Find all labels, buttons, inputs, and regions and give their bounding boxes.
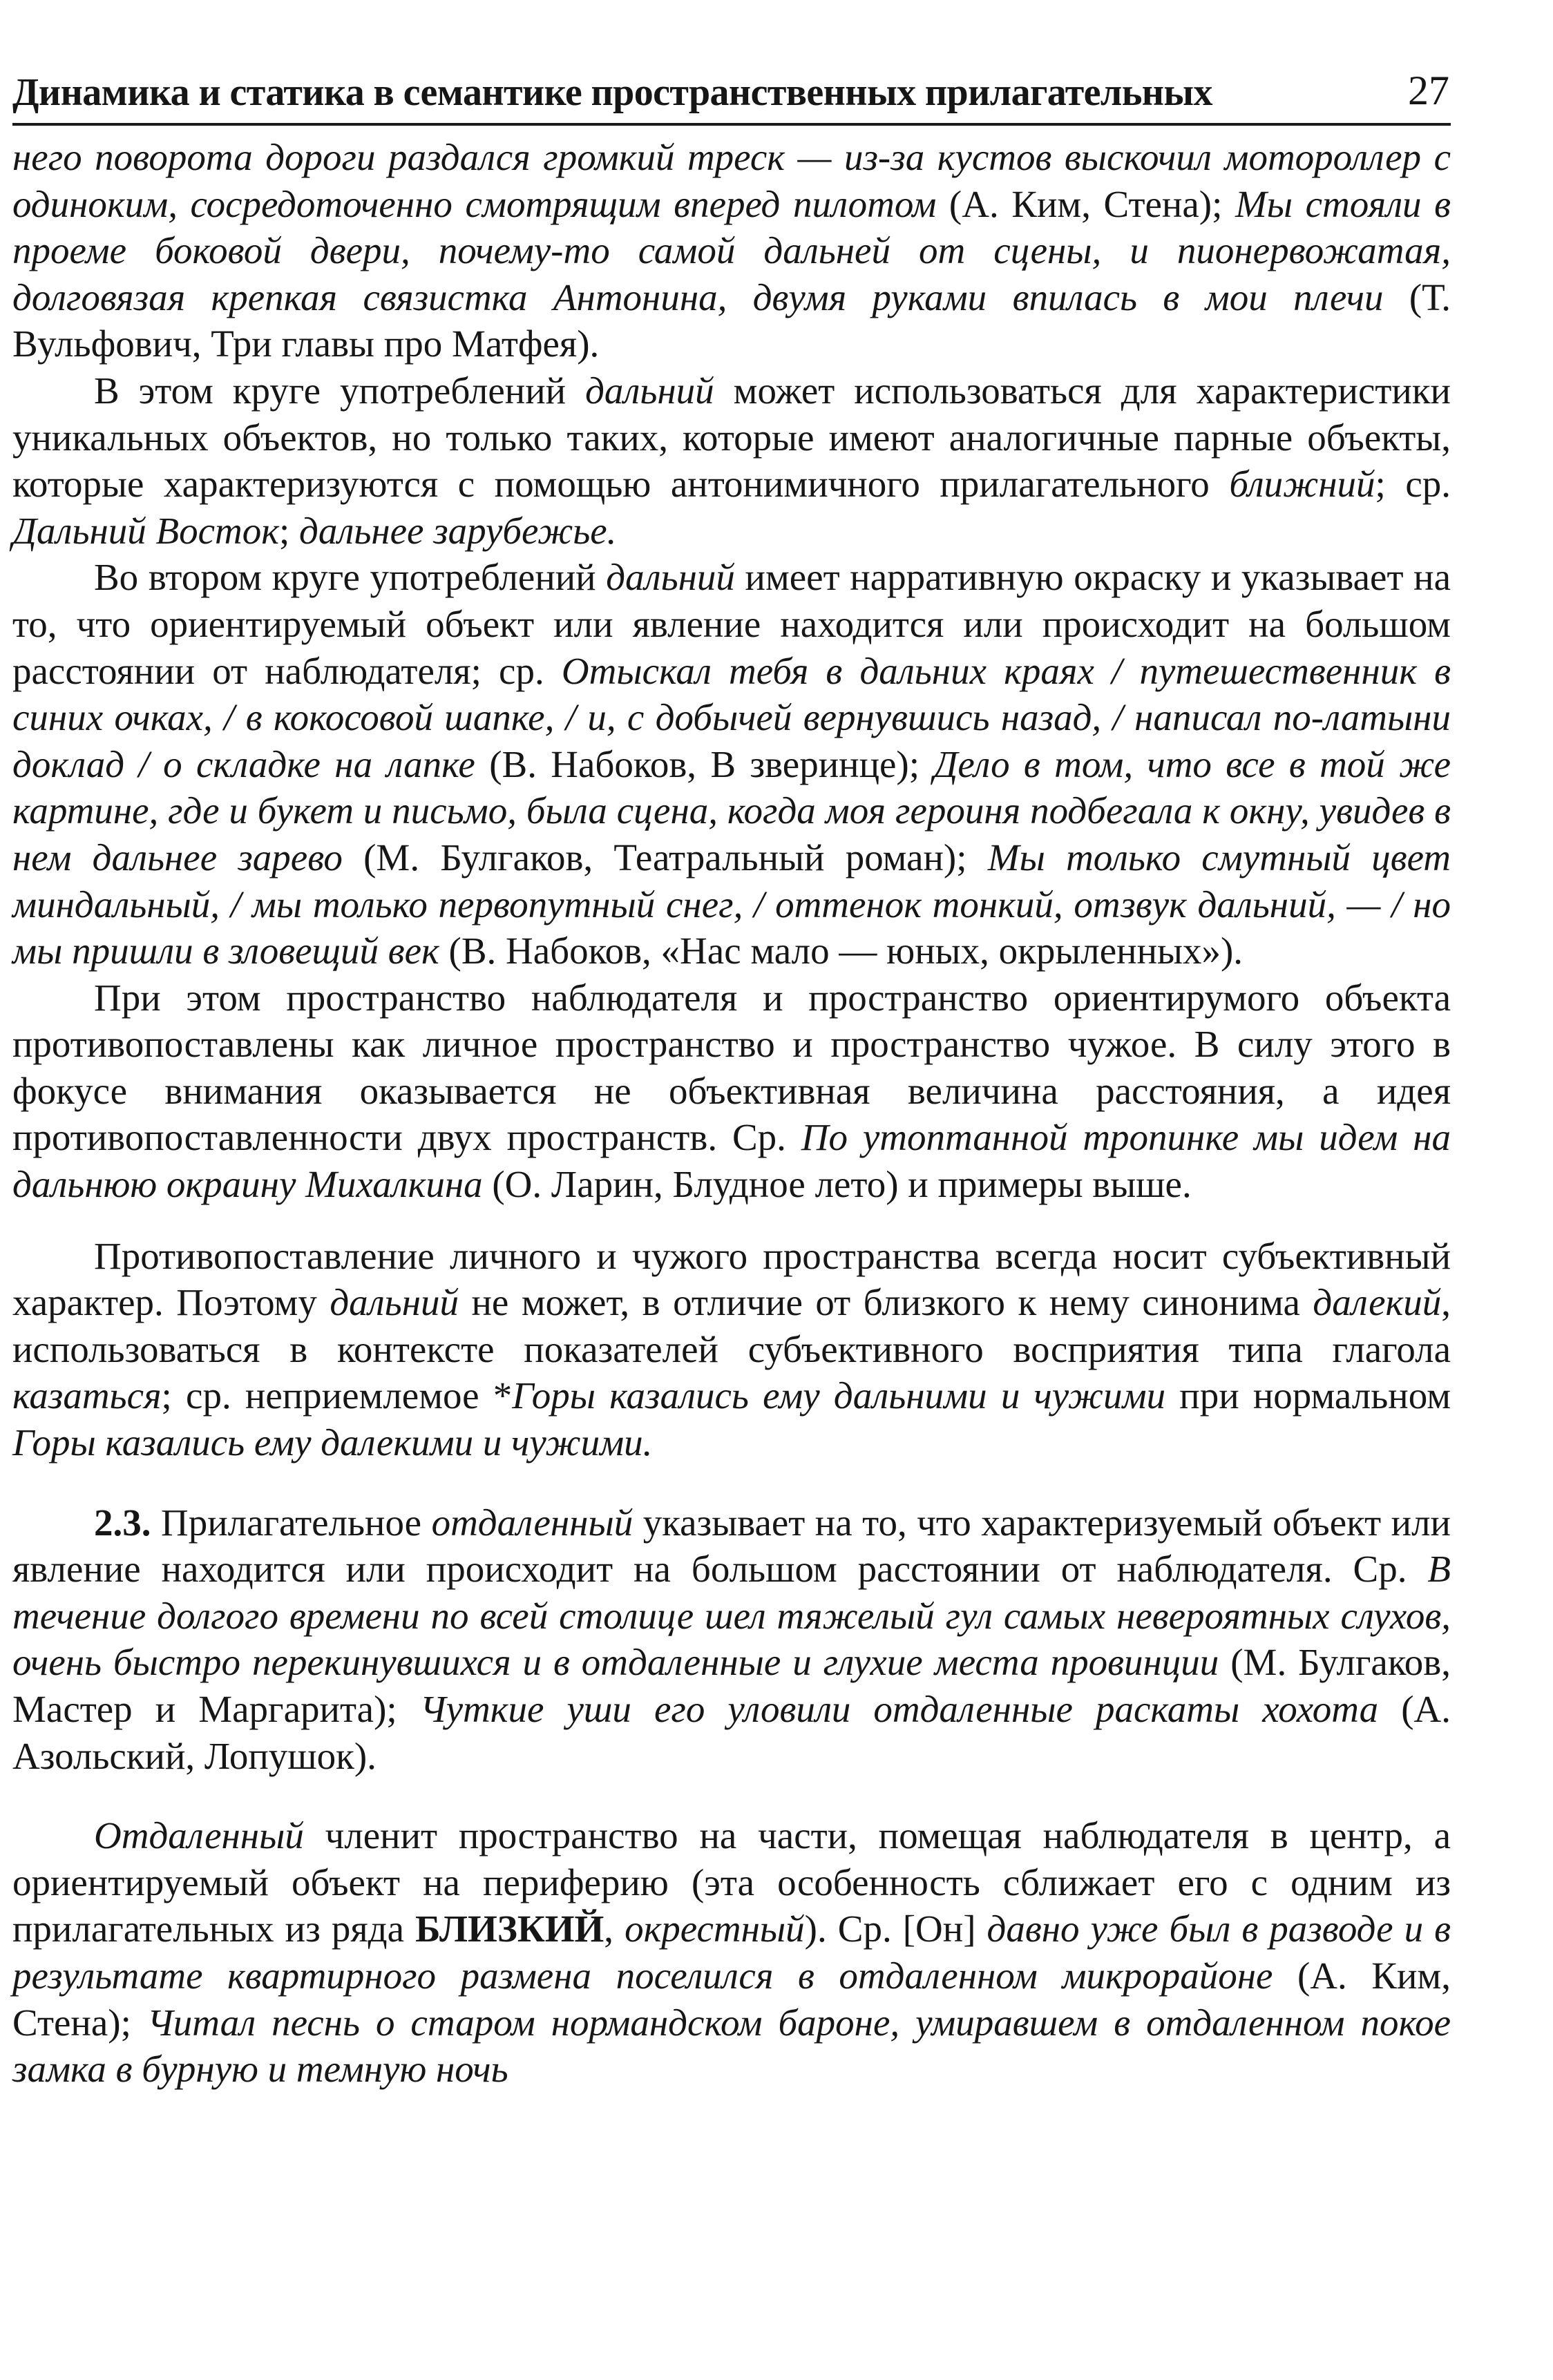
paragraph-otdalenny <box>12 1812 1451 2093</box>
body-text-run: не может, в отличие от близкого к нему синонима <box>458 1281 1313 1324</box>
bold-text: 2.3. <box>94 1501 151 1544</box>
body-text-run: В этом круге употреблений <box>94 369 586 412</box>
body-text-run: (В. Набоков, «Нас мало — юных, окрыленных»). <box>439 930 1244 972</box>
example-text: Дальний Восток <box>12 509 279 552</box>
example-text: Чуткие уши его уловили отдаленные раскаты хохота <box>419 1688 1379 1730</box>
body-text-run: может использоваться для характеристики уникальных объектов, но только таких, которые имеют аналогичные парные объекты, которые характеризуются с помощью антонимичного прилагательного <box>12 369 1451 506</box>
body-text-run: ; <box>279 509 300 552</box>
body-text-run: (Т. Вульфович, Три главы про Матфея). <box>12 276 1451 365</box>
body-text-run: , <box>604 1908 625 1950</box>
example-text: казаться <box>12 1374 162 1417</box>
example-text: него поворота дороги раздался громкий треск — из-за кустов выскочил мотороллер с одиноким, сосредоточенно смотрящим вперед пилотом <box>12 136 1451 225</box>
body-text-run: (М. Булгаков, Театральный роман); <box>342 836 988 879</box>
body-text-run: указывает на то, что характеризуемый объект или явление находится или происходит на большом расстоянии от наблюдателя. Ср. <box>12 1501 1451 1591</box>
example-text: дальнее зарубежье. <box>299 509 617 552</box>
body-text-run: (В. Набоков, В зверинце); <box>475 742 934 785</box>
example-text: Дело в том, что все в той же картине, где и букет и письмо, была сцена, когда моя героиня подбегала к окну, увидев в нем дальнее зарево <box>12 742 1451 879</box>
body-text-run: (А. Ким, Стена); <box>936 182 1235 225</box>
paragraph-subjective-character <box>12 1233 1451 1466</box>
example-text: дальний <box>330 1281 459 1324</box>
body-text-run: (А. Азольский, Лопушок). <box>12 1688 1451 1777</box>
example-text: ближний <box>1229 463 1375 506</box>
body-text-run: ; ср. неприемлемое * <box>161 1374 513 1417</box>
body-text-run: Противопоставление личного и чужого пространства всегда носит субъективный характер. Поэтому <box>12 1234 1451 1324</box>
example-text: Мы только смутный цвет миндальный, / мы только первопутный снег, / оттенок тонкий, отзвук дальний, — / но мы пришли в зловещий век <box>12 836 1451 972</box>
example-text: дальний <box>606 556 735 599</box>
paragraph-unique-objects <box>12 367 1451 554</box>
running-header <box>12 61 1451 126</box>
example-text: Горы казались ему дальними и чужими <box>512 1374 1166 1417</box>
body-text-run: при нормальном <box>1165 1374 1451 1417</box>
paragraph-continuation <box>12 134 1451 367</box>
paragraph-narrative-use <box>12 554 1451 974</box>
example-text: отдаленный <box>431 1501 633 1544</box>
body-text-run: имеет нарративную окраску и указывает на то, что ориентируемый объект или явление находится или происходит на большом расстоянии от наблюдателя; ср. <box>12 556 1451 692</box>
example-text: окрестный <box>625 1908 805 1950</box>
body-text-run: членит пространство на части, помещая наблюдателя в центр, а ориентируемый объект на периферию (эта особенность сближает его с одним из прилагательных из ряда <box>12 1814 1451 1950</box>
example-text: Мы стояли в проеме боковой двери, почему-то самой дальней от сцены, и пионервожатая, долговязая крепкая связистка Антонина, двумя руками впилась в мои плечи <box>12 182 1451 318</box>
example-text: Отдаленный <box>94 1814 304 1857</box>
body-text <box>12 134 1451 2093</box>
example-text: По утоптанной тропинке мы идем на дальнюю окраину Михалкина <box>12 1116 1451 1206</box>
body-text-run: (М. Булгаков, Мастер и Маргарита); <box>12 1641 1451 1730</box>
body-text-run: Прилагательное <box>151 1501 432 1544</box>
paragraph-space-opposition <box>12 975 1451 1208</box>
page-number: 27 <box>1408 68 1449 113</box>
body-text-run: (О. Ларин, Блудное лето) и примеры выше. <box>482 1163 1192 1206</box>
example-text: Читал песнь о старом нормандском бароне, умиравшем в отдаленном покое замка в бурную и темную ночь <box>12 2001 1451 2091</box>
example-text: далекий <box>1313 1281 1442 1324</box>
body-text-run: ). Ср. [Он] <box>804 1908 987 1950</box>
example-text: Отыскал тебя в дальних краях / путешественник в синих очках, / в кокосовой шапке, / и, с добычей вернувшись назад, / написал по-латыни доклад / о складке на лапке <box>12 649 1451 785</box>
example-text: дальний <box>585 369 714 412</box>
body-text-run: Во втором круге употреблений <box>94 556 607 599</box>
example-text: Горы казались ему далекими и чужими. <box>12 1421 653 1464</box>
body-text-run: ; ср. <box>1375 463 1451 506</box>
example-text: В течение долгого времени по всей столице шел тяжелый гул самых невероятных слухов, очень быстро перекинувшихся и в отдаленные и глухие места провинции <box>12 1548 1451 1684</box>
body-text-run: (А. Ким, Стена); <box>12 1954 1451 2044</box>
running-title: Динамика и статика в семантике пространственных прилагательных <box>12 71 1212 114</box>
body-text-run: , использоваться в контексте показателей субъективного восприятия типа глагола <box>12 1281 1451 1370</box>
body-text-run: При этом пространство наблюдателя и пространство ориентирумого объекта противопоставлены как личное пространство и пространство чужое. В силу этого в фокусе внимания оказывается не объективная величина расстояния, а идея противопоставленности двух пространств. Ср. <box>12 976 1451 1159</box>
paragraph-section-2-3 <box>12 1499 1451 1780</box>
bold-text: БЛИЗКИЙ <box>415 1908 604 1950</box>
example-text: давно уже был в разводе и в результате квартирного размена поселился в отдаленном микрорайоне <box>12 1908 1451 1997</box>
